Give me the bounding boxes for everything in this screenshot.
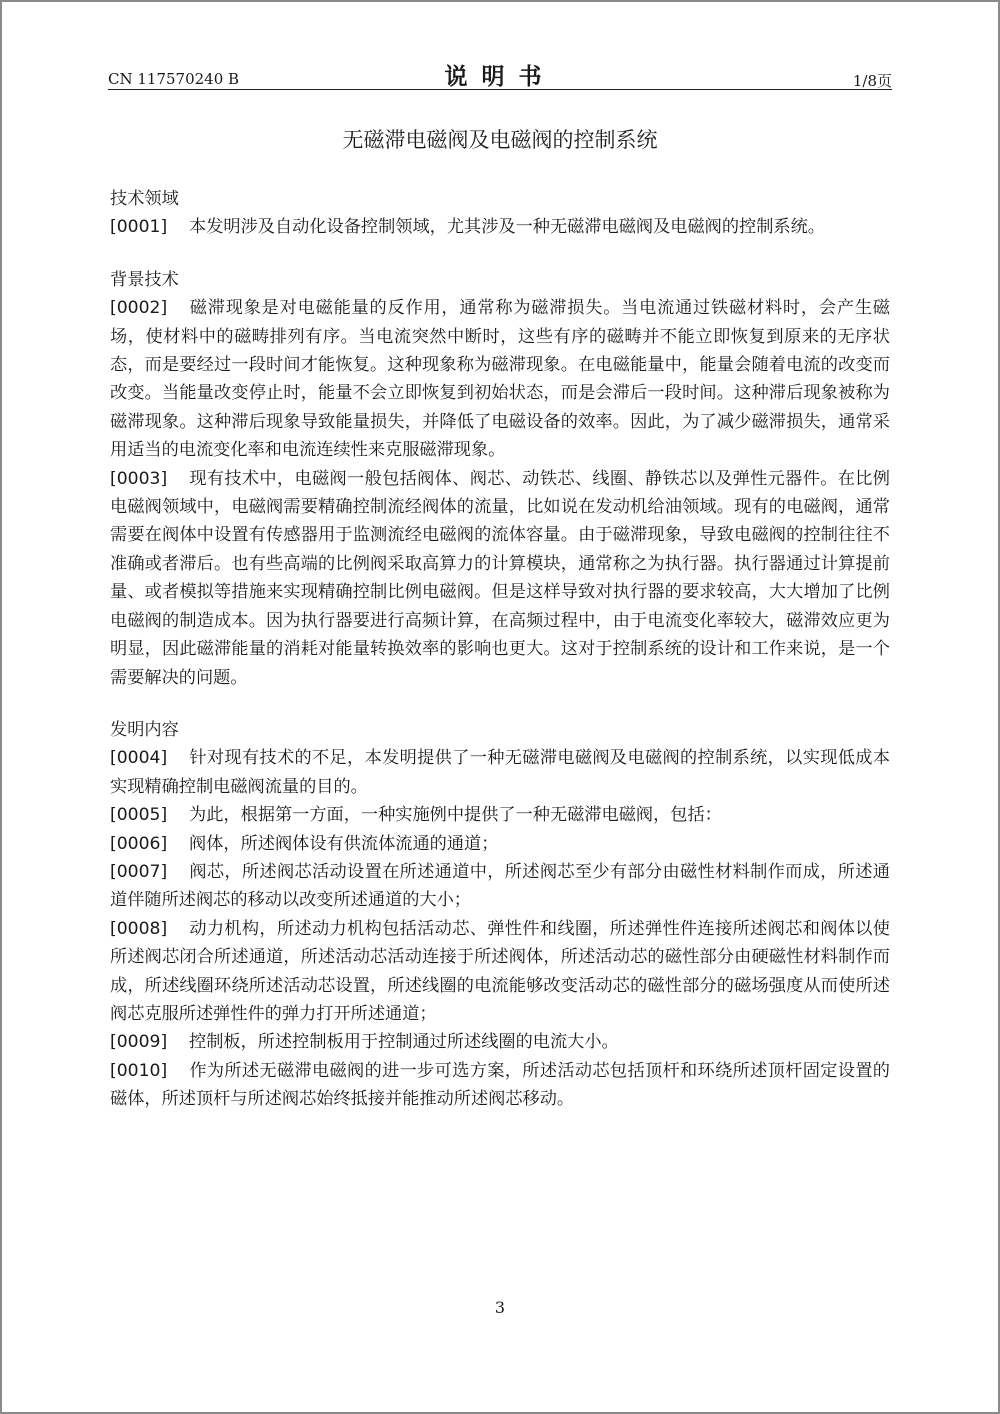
paragraph-text: 阀体，所述阀体设有供流体流通的通道； bbox=[189, 833, 499, 854]
document-type: 说明书 bbox=[444, 64, 556, 90]
paragraph-text: 针对现有技术的不足，本发明提供了一种无磁滞电磁阀及电磁阀的控制系统，以实现低成本实现精确控制电磁阀流量的目的。 bbox=[110, 748, 890, 797]
page-header bbox=[108, 58, 892, 92]
paragraph-number: [0010] bbox=[110, 1060, 168, 1081]
document-body bbox=[110, 185, 890, 1114]
paragraph-number: [0002] bbox=[110, 298, 168, 319]
document-title: 无磁滞电磁阀及电磁阀的控制系统 bbox=[342, 128, 658, 152]
paragraph-number: [0008] bbox=[110, 918, 168, 939]
paragraph-text: 动力机构，所述动力机构包括活动芯、弹性件和线圈，所述弹性件连接所述阀芯和阀体以使所述阀芯闭合所述通道，所述活动芯活动连接于所述阀体，所述活动芯的磁性部分由硬磁性材料制作而成，所述线圈环绕所述活动芯设置，所述线圈的电流能够改变活动芯的磁性部分的磁场强度从而使所述阀芯克服所述弹性件的弹力打开所述通道； bbox=[110, 918, 890, 1024]
paragraph bbox=[110, 294, 890, 464]
page-number: 3 bbox=[494, 1298, 506, 1317]
section-heading: 背景技术 bbox=[110, 269, 179, 290]
paragraph bbox=[110, 858, 890, 915]
paragraph bbox=[110, 465, 890, 692]
paragraph-number: [0001] bbox=[110, 217, 168, 238]
paragraph-text: 为此，根据第一方面，一种实施例中提供了一种无磁滞电磁阀，包括： bbox=[189, 805, 722, 826]
header-rule bbox=[108, 89, 892, 90]
paragraph-number: [0003] bbox=[110, 468, 168, 489]
paragraph-text: 本发明涉及自动化设备控制领域，尤其涉及一种无磁滞电磁阀及电磁阀的控制系统。 bbox=[189, 217, 825, 238]
paragraph bbox=[110, 1028, 890, 1056]
paragraph bbox=[110, 830, 890, 858]
paragraph bbox=[110, 801, 890, 829]
paragraph-number: [0009] bbox=[110, 1032, 168, 1053]
paragraph-text: 控制板，所述控制板用于控制通过所述线圈的电流大小。 bbox=[189, 1032, 619, 1053]
paragraph bbox=[110, 213, 890, 241]
paragraph bbox=[110, 744, 890, 801]
paragraph-number: [0004] bbox=[110, 748, 168, 769]
paragraph-text: 作为所述无磁滞电磁阀的进一步可选方案，所述活动芯包括顶杆和环绕所述顶杆固定设置的磁体，所述顶杆与所述阀芯始终抵接并能推动所述阀芯移动。 bbox=[110, 1060, 890, 1110]
paragraph-number: [0005] bbox=[110, 805, 168, 826]
paragraph-number: [0006] bbox=[110, 833, 168, 854]
section-heading: 发明内容 bbox=[110, 719, 179, 740]
patent-number: CN 117570240 B bbox=[108, 70, 240, 88]
paragraph-number: [0007] bbox=[110, 861, 168, 882]
page-indicator: 1/8页 bbox=[852, 72, 892, 90]
paragraph bbox=[110, 1057, 890, 1114]
paragraph bbox=[110, 915, 890, 1029]
paragraph-text: 现有技术中，电磁阀一般包括阀体、阀芯、动铁芯、线圈、静铁芯以及弹性元器件。在比例电磁阀领域中，电磁阀需要精确控制流经阀体的流量，比如说在发动机给油领域。现有的电磁阀，通常需要在阀体中设置有传感器用于监测流经电磁阀的流体容量。由于磁滞现象，导致电磁阀的控制往往不准确或者滞后。也有些高端的比例阀采取高算力的计算模块，通常称之为执行器。执行器通过计算提前量、或者模拟等措施来实现精确控制比例电磁阀。但是这样导致对执行器的要求较高，大大增加了比例电磁阀的制造成本。因为执行器要进行高频计算，在高频过程中，由于电流变化率较大，磁滞效应更为明显，因此磁滞能量的消耗对能量转换效率的影响也更大。这对于控制系统的设计和工作来说，是一个需要解决的问题。 bbox=[110, 468, 890, 688]
paragraph-text: 磁滞现象是对电磁能量的反作用，通常称为磁滞损失。当电流通过铁磁材料时，会产生磁场，使材料中的磁畴排列有序。当电流突然中断时，这些有序的磁畴并不能立即恢复到原来的无序状态，而是要经过一段时间才能恢复。这种现象称为磁滞现象。在电磁能量中，能量会随着电流的改变而改变。当能量改变停止时，能量不会立即恢复到初始状态，而是会滞后一段时间。这种滞后现象被称为磁滞现象。这种滞后现象导致能量损失，并降低了电磁设备的效率。因此，为了减少磁滞损失，通常采用适当的电流变化率和电流连续性来克服磁滞现象。 bbox=[110, 298, 890, 461]
section-heading: 技术领域 bbox=[110, 189, 179, 209]
paragraph-text: 阀芯，所述阀芯活动设置在所述通道中，所述阀芯至少有部分由磁性材料制作而成，所述通道伴随所述阀芯的移动以改变所述通道的大小； bbox=[110, 861, 890, 911]
